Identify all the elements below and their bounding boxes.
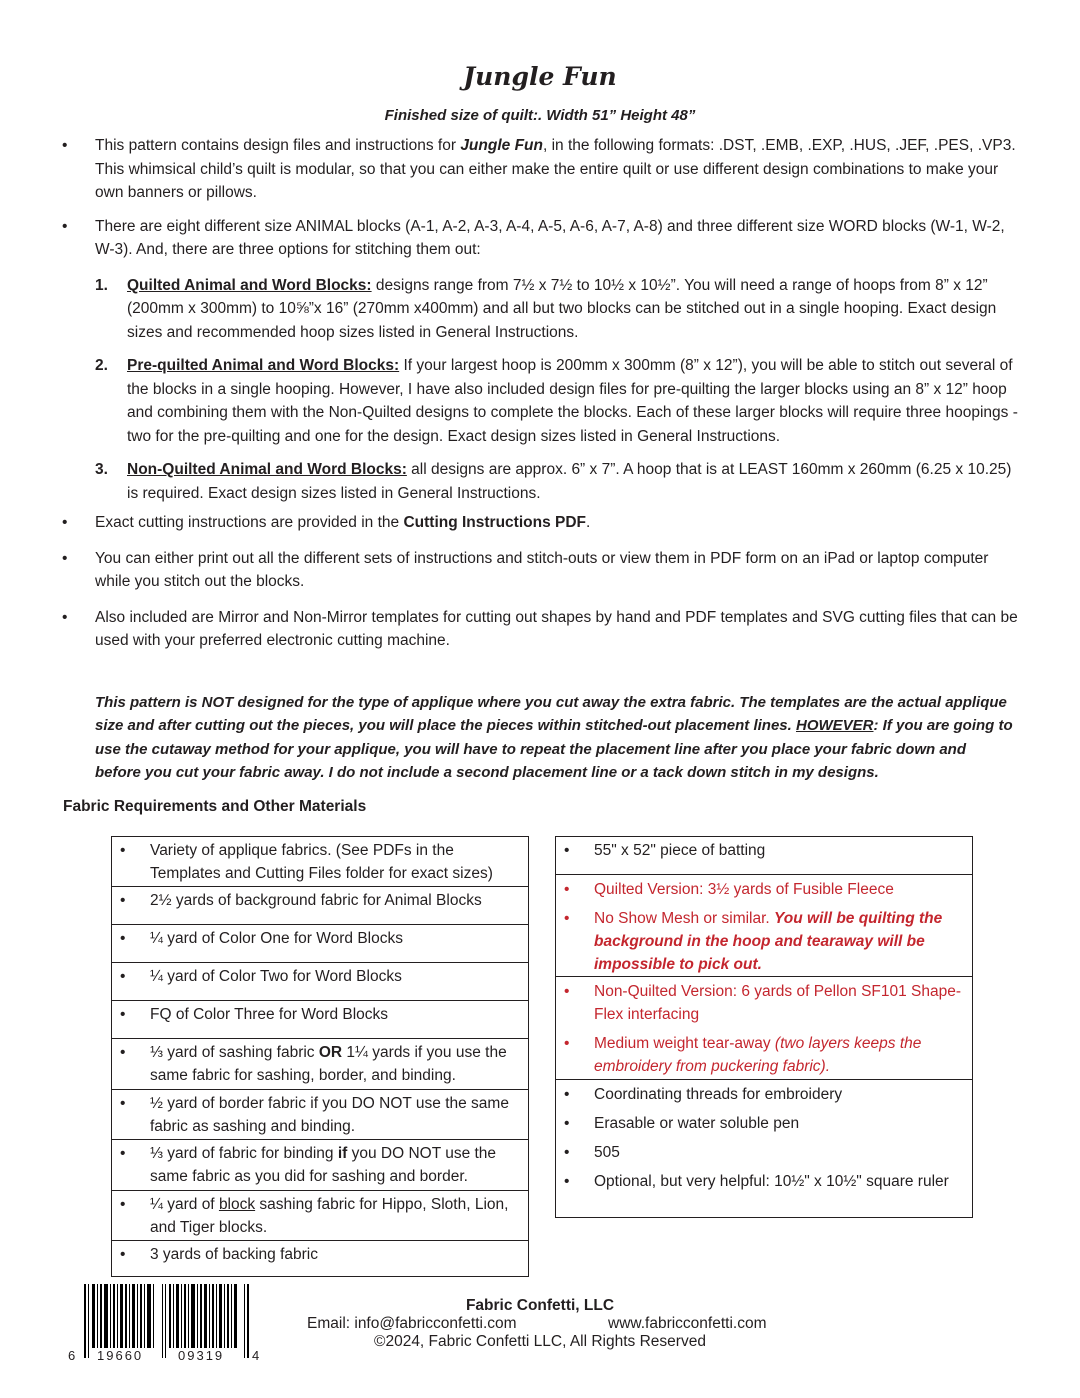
row-text: Erasable or water soluble pen: [594, 1115, 800, 1132]
bullet: •: [120, 1095, 126, 1112]
row-text: ¼ yard of Color One for Word Blocks: [150, 930, 403, 947]
instructions: [62, 134, 1022, 663]
blocks-bullet: [62, 215, 1022, 262]
row-text: Medium weight tear-away: [594, 1035, 775, 1052]
pen-item: [564, 1112, 964, 1135]
bullet: •: [120, 1006, 126, 1023]
option-number: 3.: [95, 461, 108, 478]
print-text: You can either print out all the different sets of instructions and stitch-outs or view them in PDF form on an iPad or laptop computer while you stitch out the blocks.: [95, 549, 989, 590]
bullet: •: [62, 608, 68, 626]
row-text: No Show Mesh or similar.: [594, 910, 775, 927]
row-text: Quilted Version: 3½ yards of Fusible Fleece: [594, 881, 894, 898]
threads-item: [564, 1083, 964, 1106]
pattern-name: Jungle Fun: [460, 137, 543, 154]
row-text: ⅓ yard of sashing fabric: [150, 1044, 319, 1061]
option-label: Quilted Animal and Word Blocks:: [127, 276, 372, 294]
option-2: [62, 354, 1022, 448]
bullet: •: [564, 983, 570, 1000]
copyright: ©2024, Fabric Confetti LLC, All Rights Reserved: [374, 1333, 706, 1350]
row-text: sashing fabric for Hippo, Sloth, Lion, and Tiger blocks.: [150, 1196, 509, 1236]
bullet: •: [62, 217, 68, 235]
row-text: 55" x 52" piece of batting: [594, 842, 766, 859]
option-3: [62, 458, 1022, 505]
table-row: [112, 1001, 528, 1039]
bullet: •: [120, 1145, 126, 1162]
bullet: •: [120, 1196, 126, 1213]
table-row: [112, 1241, 528, 1277]
row-text: Variety of applique fabrics. (See PDFs in the Templates and Cutting Files folder for exact sizes): [150, 842, 493, 882]
website-link: www.fabricconfetti.com: [608, 1315, 767, 1332]
row-text: 1¼ yards if you use the same fabric for sashing, border, and binding.: [150, 1044, 507, 1084]
glue-item: [564, 1141, 964, 1164]
option-label: Non-Quilted Animal and Word Blocks:: [127, 461, 407, 478]
table-row: [112, 1191, 528, 1241]
tearaway-item: [564, 1032, 964, 1078]
row-text-underline: block: [218, 1196, 256, 1213]
option-1: [62, 274, 1022, 345]
row-text: ¼ yard of: [150, 1196, 219, 1213]
bullet: •: [564, 1173, 570, 1190]
option-number: 2.: [95, 357, 108, 374]
barcode-digit: 4: [252, 1348, 260, 1363]
quilted-item: [564, 878, 964, 901]
applique-note: [95, 691, 1015, 785]
bullet: •: [564, 1115, 570, 1132]
table-row: [556, 837, 972, 875]
table-row: [112, 887, 528, 925]
option-label: Pre-quilted Animal and Word Blocks:: [127, 357, 400, 374]
bullet: •: [564, 1144, 570, 1161]
row-text: Optional, but very helpful: 10½" x 10½" square ruler: [594, 1173, 949, 1190]
templates-bullet: [62, 606, 1022, 653]
applique-note-however: HOWEVER: [795, 717, 874, 735]
bullet: •: [564, 1035, 570, 1052]
company-name: Fabric Confetti, LLC: [465, 1297, 615, 1314]
blocks-text: There are eight different size ANIMAL blocks (A-1, A-2, A-3, A-4, A-5, A-6, A-7, A-8) and three different size WORD blocks (W-1, W-2, W-3). And, there are three options for stitching them out:: [95, 217, 1005, 258]
templates-text: Also included are Mirror and Non-Mirror templates for cutting out shapes by hand and PDF templates and SVG cutting files that can be used with your preferred electronic cutting machine.: [95, 608, 1018, 649]
row-text: 2½ yards of background fabric for Animal Blocks: [150, 892, 482, 909]
bullet: •: [564, 881, 570, 898]
bullet: •: [62, 137, 68, 154]
bullet: •: [62, 549, 68, 567]
applique-note-pre: This pattern is NOT designed for the type of applique where you cut away the extra fabric. The templates are the actual applique size and after cutting out the pieces, you will place the pieces within stitched-out placement lines.: [95, 694, 1007, 735]
barcode-digits: 09319: [178, 1348, 225, 1363]
ruler-item: [564, 1170, 964, 1193]
row-text-emphasis: (two layers keeps the embroidery from puckering fabric).: [594, 1035, 922, 1075]
bullet: •: [120, 1044, 126, 1061]
intro-text-post: , in the following formats: .DST, .EMB, .EXP, .HUS, .JEF, .PES, .VP3. This whimsical child’s quilt is modular, so that you can either make the entire quilt or use different design combinations to make your own banners or pillows.: [95, 137, 1016, 201]
table-row: [112, 1090, 528, 1140]
option-number: 1.: [95, 276, 108, 294]
table-row: [556, 977, 972, 1080]
fabric-table-right: [555, 836, 973, 1218]
row-text: ½ yard of border fabric if you DO NOT use the same fabric as sashing and binding.: [150, 1095, 509, 1135]
row-text: ¼ yard of Color Two for Word Blocks: [150, 968, 402, 985]
cutting-text-pre: Exact cutting instructions are provided in the: [95, 514, 404, 531]
mesh-item: [564, 907, 964, 976]
row-text: 505: [594, 1144, 620, 1161]
table-row: [556, 1080, 972, 1218]
row-text-bold: OR: [318, 1044, 343, 1061]
bullet: •: [564, 910, 570, 927]
table-row: [556, 875, 972, 977]
table-row: [112, 925, 528, 963]
row-text: you DO NOT use the same fabric as you did for sashing and border.: [150, 1145, 497, 1185]
table-row: [112, 837, 528, 887]
cutting-pdf-name: Cutting Instructions PDF: [403, 514, 586, 531]
option-text: If your largest hoop is 200mm x 300mm (8” x 12”), you will be able to stitch out several of the blocks in a single hooping. However, I have also included design files for pre-quilting the larger blocks using an 8” x 12” hoop and combining them with the Non-Quilted designs to complete the blocks. Each of these larger blocks will require three hoopings - two for the pre-quilting and one for the design. Exact design sizes listed in General Instructions.: [127, 357, 1018, 445]
barcode-digits: 19660: [97, 1348, 144, 1363]
row-text: 3 yards of backing fabric: [150, 1246, 319, 1263]
row-text-emphasis: You will be quilting the background in the hoop and tearaway will be impossible to pick out.: [594, 910, 943, 973]
intro-bullet: [62, 134, 1022, 205]
bullet: •: [564, 1086, 570, 1103]
bullet: •: [564, 842, 570, 859]
bullet: •: [120, 892, 126, 909]
option-text: all designs are approx. 6” x 7”. A hoop that is at LEAST 160mm x 260mm (6.25 x 10.25) is required. Exact design sizes listed in General Instructions.: [127, 461, 1012, 502]
fabric-table-left: [111, 836, 529, 1277]
contact-email: Email: info@fabricconfetti.com: [307, 1315, 517, 1332]
bullet: •: [62, 514, 68, 531]
option-text: designs range from 7½ x 7½ to 10½ x 10½”. You will need a range of hoops from 8” x 12” (200mm x 300mm) to 10⅝”x 16” (270mm x400mm) and all but two blocks can be stitched out in a single hooping. Exact design sizes and recommended hoop sizes listed in General Instructions.: [127, 276, 997, 341]
fabric-requirements-heading: Fabric Requirements and Other Materials: [63, 798, 367, 815]
bullet: •: [120, 930, 126, 947]
bullet: •: [120, 842, 126, 859]
row-text-bold: if: [337, 1145, 348, 1162]
table-row: [112, 963, 528, 1001]
table-row: [112, 1039, 528, 1090]
intro-text-pre: This pattern contains design files and instructions for: [95, 137, 461, 154]
cutting-bullet: [62, 511, 1022, 535]
row-text: FQ of Color Three for Word Blocks: [150, 1006, 389, 1023]
page-title: Jungle Fun: [463, 62, 617, 91]
print-bullet: [62, 547, 1022, 594]
nonquilted-item: [564, 980, 964, 1026]
cutting-text-post: .: [586, 514, 591, 531]
bullet: •: [120, 968, 126, 985]
row-text: Coordinating threads for embroidery: [594, 1086, 843, 1103]
barcode-digit: 6: [68, 1348, 76, 1363]
bullet: •: [120, 1246, 126, 1263]
row-text: ⅓ yard of fabric for binding: [150, 1145, 338, 1162]
row-text: Non-Quilted Version: 6 yards of Pellon SF101 Shape-Flex interfacing: [594, 983, 962, 1023]
table-row: [112, 1140, 528, 1191]
applique-note-post: : If you are going to use the cutaway method for your applique, you will have to repeat the placement line after you place your fabric down and before you cut your fabric away. I do not include a second placement line or a tack down stitch in my designs.: [95, 717, 1013, 782]
quilt-size: Finished size of quilt:. Width 51” Height 48”: [384, 107, 696, 124]
